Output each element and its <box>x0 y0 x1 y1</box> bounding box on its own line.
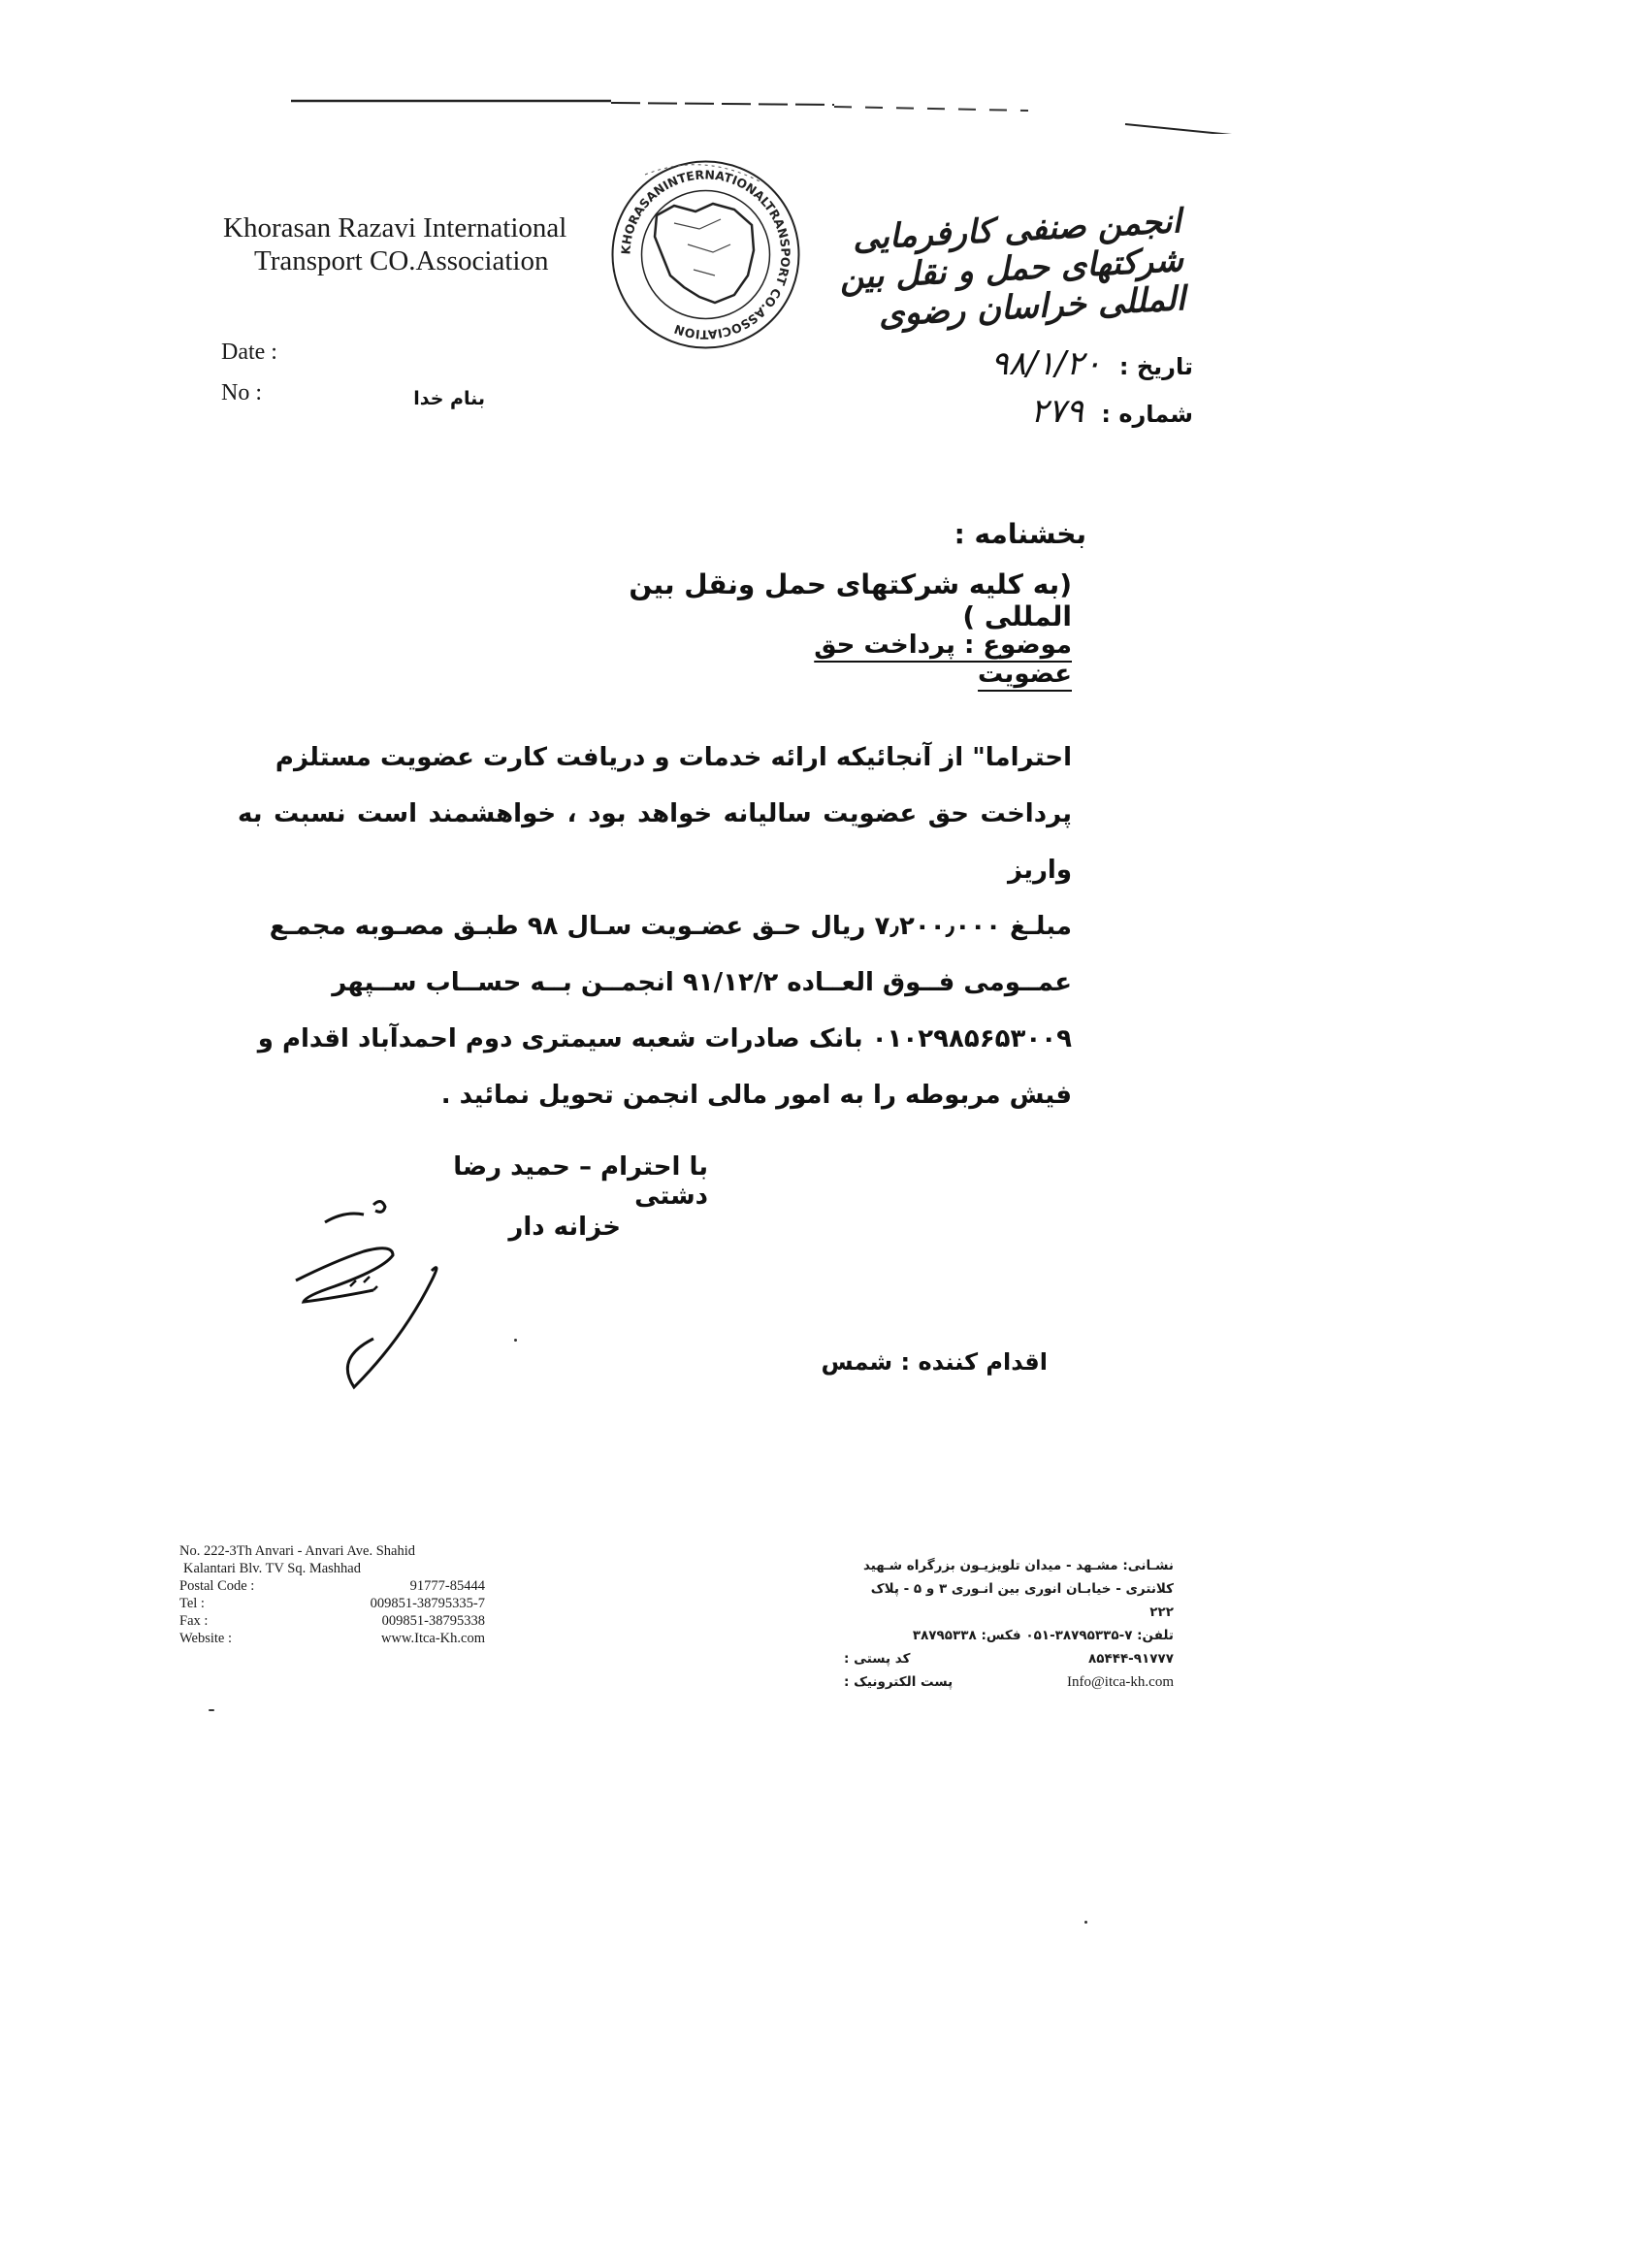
date-value: ۹۸/۱/۲۰ <box>990 344 1102 383</box>
footer-fa-postal-row <box>844 1647 1174 1670</box>
scan-speck <box>1084 1921 1087 1924</box>
postal-label: Postal Code : <box>179 1578 255 1594</box>
scan-speck <box>514 1339 517 1342</box>
website-label: Website : <box>179 1631 232 1646</box>
body-line: فیش مربوطه را به امور مالی انجمن تحویل نمائید . <box>440 1081 1072 1110</box>
footer-contact-fa <box>844 1554 1174 1694</box>
date-row-fa <box>960 341 1193 389</box>
org-name-en <box>223 211 566 277</box>
org-name-fa: انجمن صنفی کارفرمایی شرکتهای حمل و نقل بین المللی خراسان رضوی <box>838 202 1186 335</box>
recipients: (به کلیه شرکتهای حمل ونقل بین المللی ) <box>629 568 1072 632</box>
postal-fa-value: ۸۵۴۴۴-۹۱۷۷۷ <box>1087 1651 1174 1667</box>
footer-address-line2: Kalantari Blv. TV Sq. Mashhad <box>183 1561 361 1576</box>
number-label-fa: شماره : <box>1101 401 1193 428</box>
signer-title: خزانه دار <box>508 1213 621 1242</box>
body-line: عمــومی فــوق العــاده ۹۱/۱۲/۲ انجمــن بــه حســاب ســپهر <box>332 968 1072 997</box>
number-label-en: No : <box>221 380 262 405</box>
postal-fa-label: کد پستی : <box>844 1651 911 1667</box>
footer-fa-address-line1: نشـانی: مشـهد - میدان تلویزیـون بزرگراه شـهید <box>862 1558 1174 1573</box>
footer-fa-email-row <box>844 1670 1174 1694</box>
handled-by: اقدام کننده : شمس <box>821 1348 1048 1376</box>
subject-line: موضوع : پرداخت حق عضویت <box>814 631 1072 689</box>
logo-ring-text: KHORASANINTERNATIONALTRANSPORT CO.ASSOCIATION <box>618 167 793 342</box>
email-link[interactable]: Info@itca-kh.com <box>1066 1674 1174 1690</box>
footer-fa-address-line2: کلانتری - خیابـان انوری بین انـوری ۳ و ۵ - پلاک ۲۲۲ <box>870 1581 1174 1620</box>
org-name-en-line1: Khorasan Razavi International <box>223 212 567 243</box>
body-line: ۰۱۰۲۹۸۵۶۵۳۰۰۹ بانک صادرات شعبه سیمتری دوم احمدآباد اقدام و <box>257 1024 1072 1053</box>
meta-fa <box>960 341 1193 437</box>
body-line: احتراما" از آنجائیکه ارائه خدمات و دریافت کارت عضویت مستلزم <box>275 743 1072 772</box>
postal-value: 91777-85444 <box>409 1578 485 1594</box>
tel-value: 009851-38795335-7 <box>370 1596 485 1611</box>
body-line: مبلـغ ۷٫۲۰۰٫۰۰۰ ریال حـق عضـویت سـال ۹۸ طبـق مصـوبه مجمـع <box>269 912 1072 941</box>
number-row-fa <box>960 389 1193 437</box>
fax-value: 009851-38795338 <box>381 1613 485 1629</box>
circular-label: بخشنامه : <box>954 518 1086 550</box>
date-label-en: Date : <box>221 340 277 365</box>
svg-text:KHORASANINTERNATIONALTRANSPORT <box>618 167 792 341</box>
date-label-fa: تاریخ : <box>1118 353 1193 380</box>
footer-address-line1: No. 222-3Th Anvari - Anvari Ave. Shahid <box>179 1543 415 1559</box>
org-name-en-line2: Transport CO.Association <box>254 245 549 276</box>
website-link[interactable]: www.Itca-Kh.com <box>381 1631 485 1646</box>
email-fa-label: پست الکترونیک : <box>844 1674 954 1690</box>
footer-fa-phone: تلفن: ۷-۳۸۷۹۵۳۳۵-۰۵۱ فکس: ۳۸۷۹۵۳۳۸ <box>912 1628 1174 1643</box>
footer-postal-row <box>179 1577 500 1595</box>
handwritten-signature <box>276 1193 470 1407</box>
tel-label: Tel : <box>179 1596 205 1611</box>
scan-edge-line <box>291 95 1261 134</box>
iran-map-icon <box>655 204 754 303</box>
fax-label: Fax : <box>179 1613 209 1629</box>
number-value: ۲۷۹ <box>1030 392 1083 431</box>
association-logo <box>606 155 805 354</box>
footer-contact-en <box>179 1542 500 1647</box>
footer-fax-row <box>179 1612 500 1630</box>
footer-tel-row <box>179 1595 500 1612</box>
scan-speck <box>209 1709 214 1711</box>
basmala: بنام خدا <box>413 388 485 409</box>
meta-labels-en <box>221 332 277 413</box>
closing-signer: با احترام – حمید رضا دشتی <box>453 1152 708 1211</box>
footer-website-row <box>179 1630 500 1647</box>
body-line: پرداخت حق عضویت سالیانه خواهد بود ، خواهشمند است نسبت به واریز <box>238 799 1072 885</box>
letter-body <box>238 729 1072 1123</box>
